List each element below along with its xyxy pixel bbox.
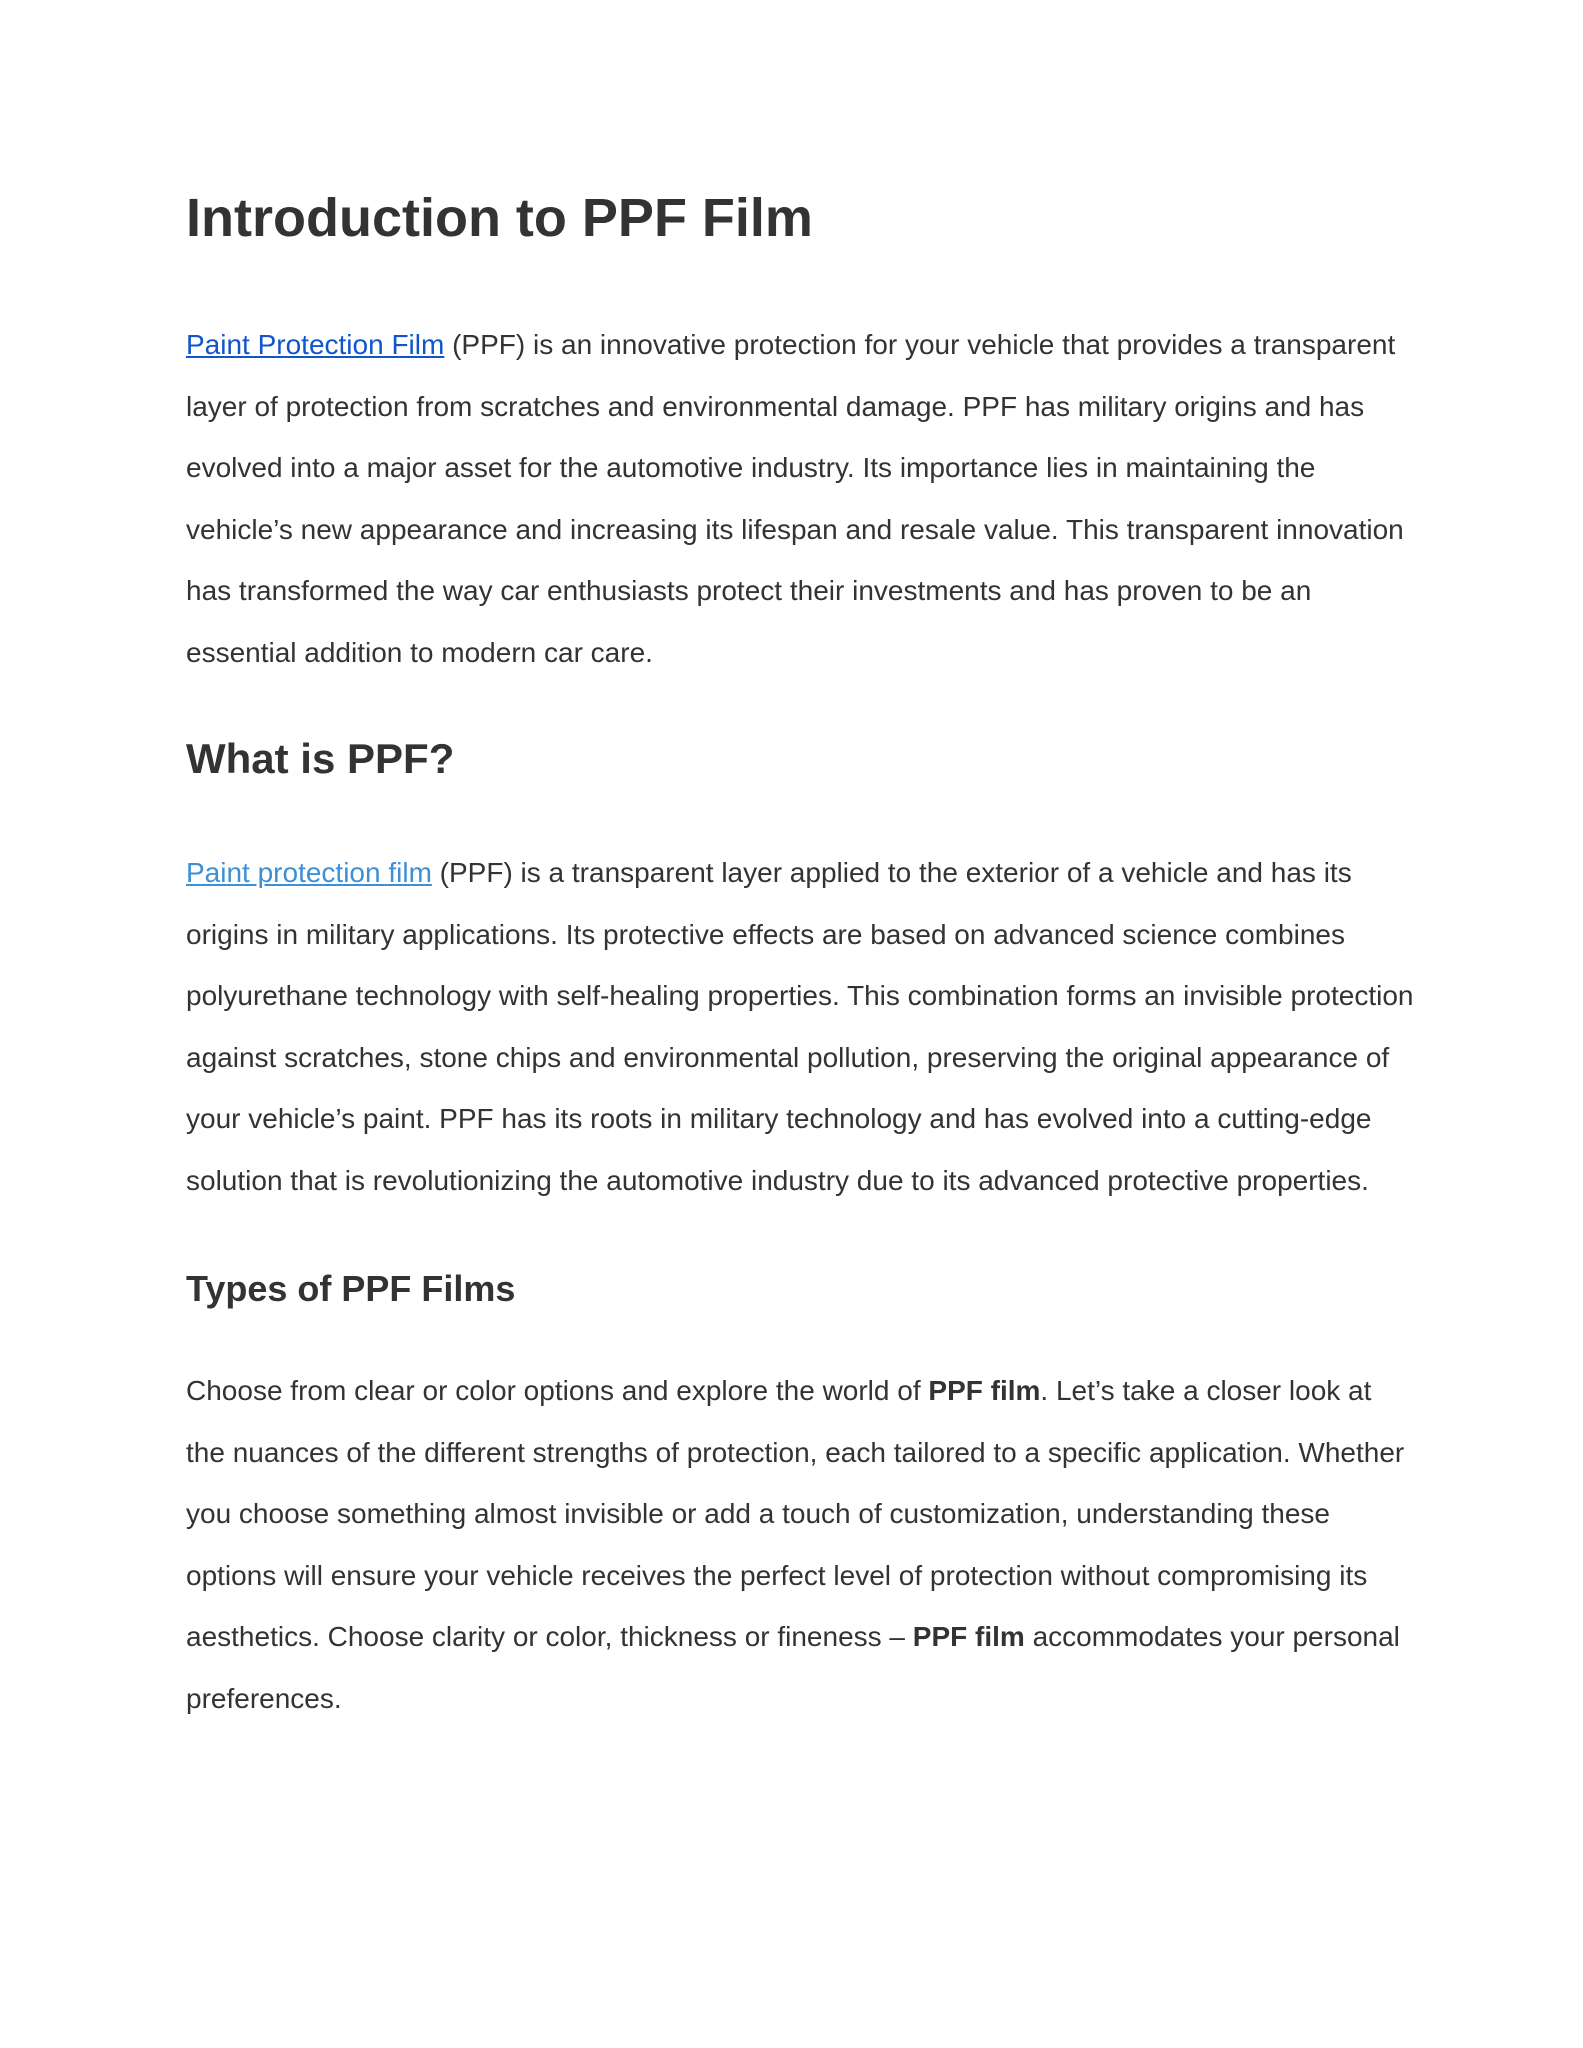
types-text-3: accommodates your personal preferences. bbox=[186, 1621, 1400, 1714]
types-bold-1: PPF film bbox=[928, 1375, 1041, 1406]
what-is-ppf-text: (PPF) is a transparent layer applied to the exterior of a vehicle and has its origins in military applications. Its protective effects are based on advanced science combines polyurethane technology with self-healing properties. This combination forms an invisible protection against scratches, stone chips and environmental pollution, preserving the original appearance of your vehicle’s paint. PPF has its roots in military technology and has evolved into a cutting-edge solution that is revolutionizing the automotive industry due to its advanced protective properties. bbox=[186, 857, 1414, 1196]
paint-protection-film-link[interactable]: Paint Protection Film bbox=[186, 329, 445, 360]
types-bold-2: PPF film bbox=[912, 1621, 1025, 1652]
types-paragraph bbox=[186, 1360, 1416, 1729]
paint-protection-film-link-2[interactable]: Paint protection film bbox=[186, 857, 432, 888]
intro-paragraph bbox=[186, 314, 1416, 683]
types-text-2: . Let’s take a closer look at the nuances of the different strengths of protection, each tailored to a specific application. Whether you choose something almost invisible or add a touch of customization, understanding these options will ensure your vehicle receives the perfect level of protection without compromising its aesthetics. Choose clarity or color, thickness or fineness – bbox=[186, 1375, 1405, 1652]
section-heading-types-of-ppf: Types of PPF Films bbox=[186, 1268, 516, 1309]
page-title: Introduction to PPF Film bbox=[186, 188, 813, 248]
what-is-ppf-paragraph bbox=[186, 842, 1416, 1211]
section-heading-what-is-ppf: What is PPF? bbox=[186, 735, 455, 782]
intro-text: (PPF) is an innovative protection for your vehicle that provides a transparent layer of protection from scratches and environmental damage. PPF has military origins and has evolved into a major asset for the automotive industry. Its importance lies in maintaining the vehicle’s new appearance and increasing its lifespan and resale value. This transparent innovation has transformed the way car enthusiasts protect their investments and has proven to be an essential addition to modern car care. bbox=[186, 329, 1404, 668]
types-text-1: Choose from clear or color options and explore the world of bbox=[186, 1375, 929, 1406]
document-content bbox=[186, 186, 1416, 1729]
